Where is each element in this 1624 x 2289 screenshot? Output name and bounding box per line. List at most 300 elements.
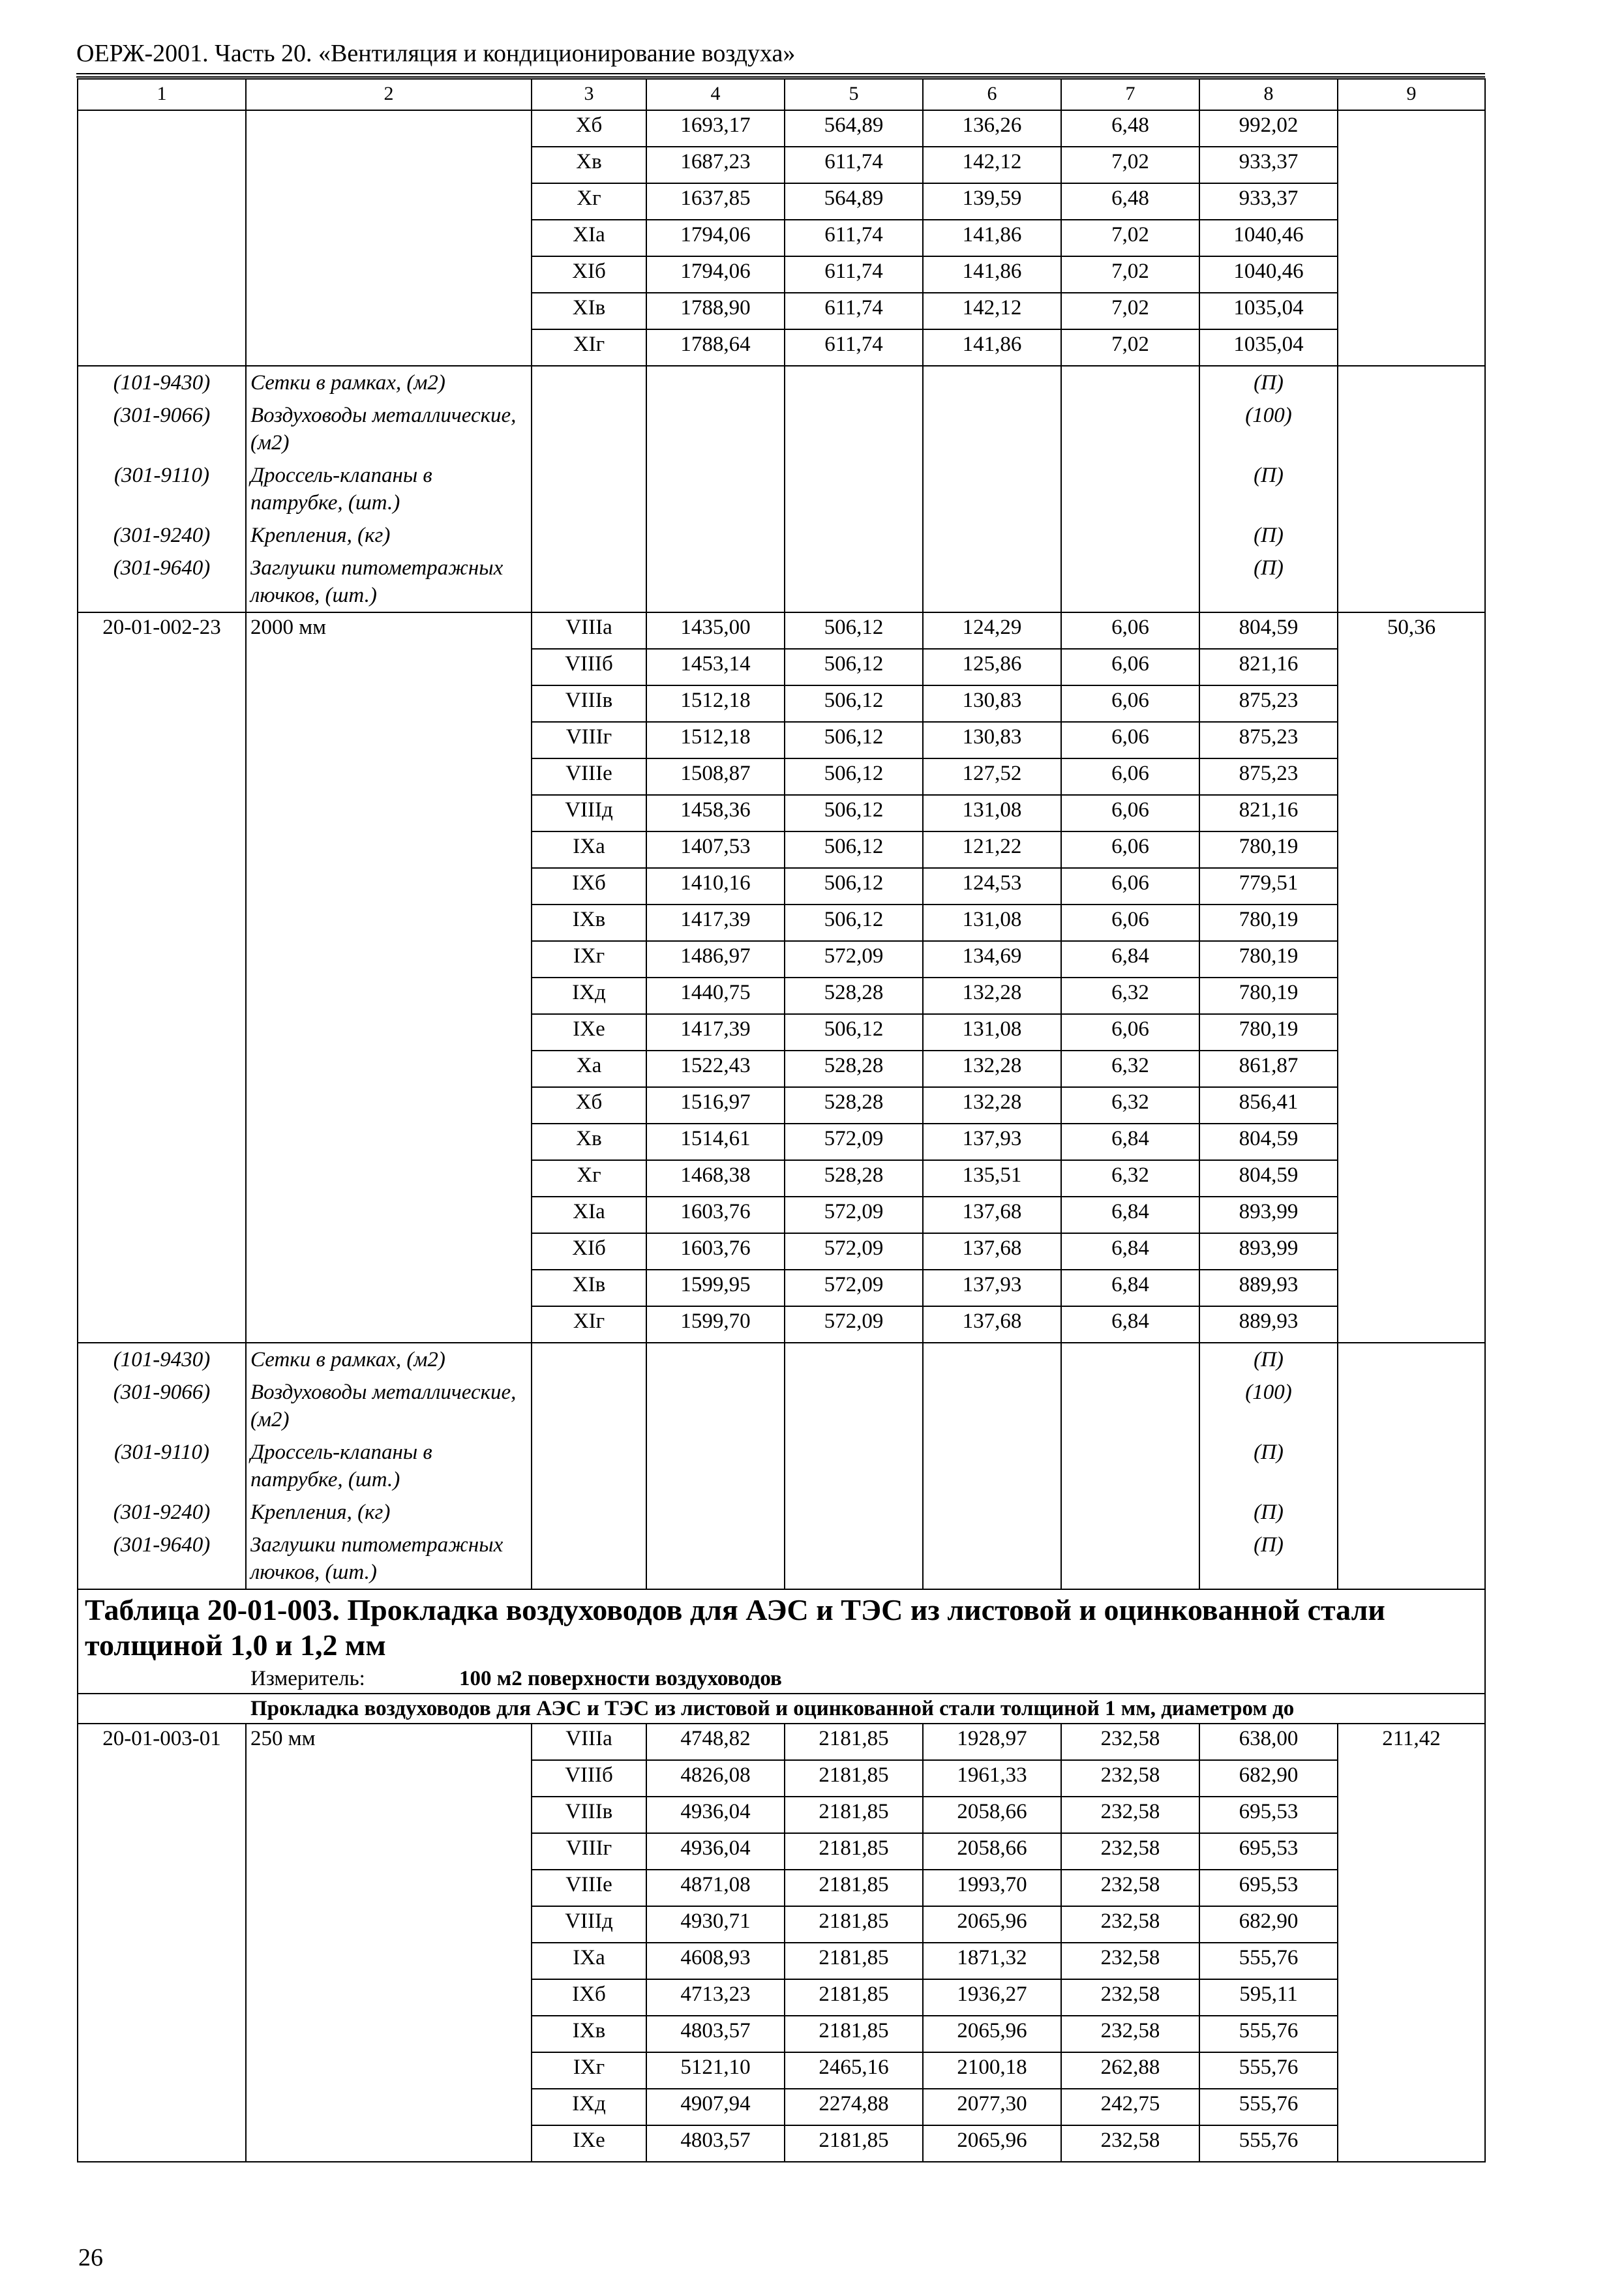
resource-row: [78, 552, 1485, 612]
value-cell: 572,09: [785, 1124, 923, 1160]
value-cell: 6,84: [1061, 1197, 1199, 1233]
empty-cell: [785, 1376, 923, 1436]
col9-value: [1338, 110, 1485, 366]
value-cell: 555,76: [1199, 2089, 1338, 2125]
running-header: ОЕРЖ-2001. Часть 20. «Вентиляция и кондиционирование воздуха»: [76, 40, 796, 67]
value-cell: 6,84: [1061, 1233, 1199, 1270]
value-cell: 572,09: [785, 1233, 923, 1270]
empty-cell: [923, 366, 1061, 399]
value-cell: 528,28: [785, 1160, 923, 1197]
empty-cell: [1061, 1343, 1199, 1376]
zone-cell: IХа: [532, 1943, 646, 1979]
value-cell: 611,74: [785, 256, 923, 293]
value-cell: 555,76: [1199, 1943, 1338, 1979]
zone-cell: ХIа: [532, 220, 646, 256]
empty-cell: [646, 1376, 785, 1436]
empty-cell: [923, 399, 1061, 459]
zone-cell: ХIв: [532, 1270, 646, 1306]
value-cell: 2100,18: [923, 2052, 1061, 2089]
value-cell: 2077,30: [923, 2089, 1061, 2125]
value-cell: 528,28: [785, 1051, 923, 1087]
value-cell: 506,12: [785, 831, 923, 868]
value-cell: 7,02: [1061, 220, 1199, 256]
value-cell: 875,23: [1199, 722, 1338, 758]
value-cell: 572,09: [785, 1270, 923, 1306]
zone-cell: IХб: [532, 868, 646, 905]
value-cell: 933,37: [1199, 183, 1338, 220]
empty-cell: [1061, 1496, 1199, 1529]
value-cell: 875,23: [1199, 685, 1338, 722]
empty-cell: [1338, 1436, 1485, 1496]
value-cell: 1794,06: [646, 256, 785, 293]
value-cell: 4936,04: [646, 1797, 785, 1833]
value-cell: 856,41: [1199, 1087, 1338, 1124]
resource-code: (301-9110): [78, 1436, 246, 1496]
rate-code: 20-01-003-01: [78, 1724, 246, 2162]
value-cell: 1687,23: [646, 147, 785, 183]
empty-cell: [1061, 1376, 1199, 1436]
value-cell: 2274,88: [785, 2089, 923, 2125]
value-cell: 242,75: [1061, 2089, 1199, 2125]
value-cell: 1599,70: [646, 1306, 785, 1343]
empty-cell: [1338, 1376, 1485, 1436]
empty-cell: [785, 1436, 923, 1496]
zone-cell: IХг: [532, 941, 646, 978]
value-cell: 6,48: [1061, 110, 1199, 147]
value-cell: 4907,94: [646, 2089, 785, 2125]
zone-cell: Хв: [532, 1124, 646, 1160]
zone-cell: Хб: [532, 1087, 646, 1124]
zone-cell: ХIг: [532, 329, 646, 366]
value-cell: 780,19: [1199, 1014, 1338, 1051]
value-cell: 2065,96: [923, 2125, 1061, 2162]
zone-cell: IХд: [532, 2089, 646, 2125]
empty-cell: [923, 552, 1061, 612]
value-cell: 506,12: [785, 722, 923, 758]
zone-cell: VIIIе: [532, 1870, 646, 1906]
subtitle-row: [78, 1694, 1485, 1724]
value-cell: 861,87: [1199, 1051, 1338, 1087]
value-cell: 1993,70: [923, 1870, 1061, 1906]
value-cell: 7,02: [1061, 147, 1199, 183]
empty-cell: [646, 1496, 785, 1529]
value-cell: 131,08: [923, 905, 1061, 941]
value-cell: 1693,17: [646, 110, 785, 147]
table-title-row: [78, 1589, 1485, 1664]
zone-cell: Хв: [532, 147, 646, 183]
value-cell: 564,89: [785, 110, 923, 147]
section-subtitle: Прокладка воздуховодов для АЭС и ТЭС из листовой и оцинкованной стали толщиной 1 мм, диаметром до: [78, 1694, 1485, 1724]
value-cell: 4826,08: [646, 1760, 785, 1797]
empty-cell: [1338, 1496, 1485, 1529]
resource-qty: (П): [1199, 1496, 1338, 1529]
value-cell: 232,58: [1061, 1979, 1199, 2016]
empty-cell: [1338, 1529, 1485, 1589]
rate-name: 2000 мм: [246, 612, 532, 1343]
value-cell: 4748,82: [646, 1724, 785, 1760]
empty-cell: [923, 1376, 1061, 1436]
zone-cell: VIIIе: [532, 758, 646, 795]
value-cell: 2065,96: [923, 1906, 1061, 1943]
measure-row: [78, 1664, 1485, 1694]
column-number: 5: [785, 79, 923, 110]
zone-cell: Ха: [532, 1051, 646, 1087]
value-cell: 6,06: [1061, 795, 1199, 831]
resource-name: Сетки в рамках, (м2): [246, 366, 532, 399]
value-cell: 804,59: [1199, 1124, 1338, 1160]
resource-name: Крепления, (кг): [246, 1496, 532, 1529]
empty-cell: [532, 519, 646, 552]
value-cell: 1407,53: [646, 831, 785, 868]
zone-cell: VIIIб: [532, 649, 646, 685]
value-cell: 262,88: [1061, 2052, 1199, 2089]
value-cell: 875,23: [1199, 758, 1338, 795]
value-cell: 124,29: [923, 612, 1061, 649]
resource-row: [78, 1529, 1485, 1589]
table-row: [78, 1724, 1485, 1760]
resource-code: (301-9066): [78, 399, 246, 459]
column-number: 7: [1061, 79, 1199, 110]
value-cell: 232,58: [1061, 1760, 1199, 1797]
empty-cell: [646, 399, 785, 459]
value-cell: 2058,66: [923, 1797, 1061, 1833]
value-cell: 2181,85: [785, 1724, 923, 1760]
value-cell: 232,58: [1061, 1943, 1199, 1979]
value-cell: 135,51: [923, 1160, 1061, 1197]
value-cell: 611,74: [785, 220, 923, 256]
resource-code: (301-9640): [78, 552, 246, 612]
zone-cell: VIIIа: [532, 612, 646, 649]
resource-code: (301-9066): [78, 1376, 246, 1436]
value-cell: 131,08: [923, 795, 1061, 831]
value-cell: 893,99: [1199, 1197, 1338, 1233]
value-cell: 125,86: [923, 649, 1061, 685]
value-cell: 6,32: [1061, 978, 1199, 1014]
value-cell: 804,59: [1199, 1160, 1338, 1197]
empty-cell: [646, 366, 785, 399]
zone-cell: ХIв: [532, 293, 646, 329]
page-number: 26: [78, 2244, 103, 2271]
value-cell: 1512,18: [646, 722, 785, 758]
resource-name: Крепления, (кг): [246, 519, 532, 552]
empty-cell: [532, 1343, 646, 1376]
value-cell: 611,74: [785, 147, 923, 183]
empty-cell: [785, 459, 923, 519]
value-cell: 6,32: [1061, 1160, 1199, 1197]
resource-qty: (П): [1199, 366, 1338, 399]
column-number: 2: [246, 79, 532, 110]
empty-cell: [646, 519, 785, 552]
measure-label: Измеритель:: [250, 1667, 365, 1690]
value-cell: 2181,85: [785, 1979, 923, 2016]
zone-cell: IХв: [532, 905, 646, 941]
value-cell: 2058,66: [923, 1833, 1061, 1870]
empty-cell: [1061, 366, 1199, 399]
empty-cell: [785, 366, 923, 399]
empty-cell: [785, 519, 923, 552]
value-cell: 572,09: [785, 1306, 923, 1343]
resource-qty: (П): [1199, 552, 1338, 612]
zone-cell: IХд: [532, 978, 646, 1014]
value-cell: 893,99: [1199, 1233, 1338, 1270]
value-cell: 232,58: [1061, 1724, 1199, 1760]
value-cell: 1040,46: [1199, 256, 1338, 293]
value-cell: 232,58: [1061, 1906, 1199, 1943]
zone-cell: IХа: [532, 831, 646, 868]
resource-row: [78, 1496, 1485, 1529]
value-cell: 6,06: [1061, 758, 1199, 795]
resource-name: Заглушки питометражных лючков, (шт.): [246, 1529, 532, 1589]
resource-code: (101-9430): [78, 1343, 246, 1376]
value-cell: 1417,39: [646, 905, 785, 941]
empty-cell: [785, 552, 923, 612]
value-cell: 1788,90: [646, 293, 785, 329]
value-cell: 6,06: [1061, 612, 1199, 649]
zone-cell: VIIIд: [532, 1906, 646, 1943]
empty-cell: [1338, 519, 1485, 552]
value-cell: 506,12: [785, 905, 923, 941]
value-cell: 889,93: [1199, 1306, 1338, 1343]
value-cell: 992,02: [1199, 110, 1338, 147]
value-cell: 695,53: [1199, 1870, 1338, 1906]
empty-cell: [532, 1496, 646, 1529]
value-cell: 780,19: [1199, 978, 1338, 1014]
value-cell: 1417,39: [646, 1014, 785, 1051]
table-row: [78, 110, 1485, 147]
zone-cell: ХIб: [532, 256, 646, 293]
resource-name: Заглушки питометражных лючков, (шт.): [246, 552, 532, 612]
column-number: 6: [923, 79, 1061, 110]
empty-cell: [532, 399, 646, 459]
resource-qty: (П): [1199, 1529, 1338, 1589]
rates-table: [77, 78, 1486, 2162]
value-cell: 1458,36: [646, 795, 785, 831]
value-cell: 232,58: [1061, 2016, 1199, 2052]
column-number: 1: [78, 79, 246, 110]
value-cell: 6,06: [1061, 1014, 1199, 1051]
rate-name: [246, 110, 532, 366]
value-cell: 132,28: [923, 978, 1061, 1014]
value-cell: 4871,08: [646, 1870, 785, 1906]
value-cell: 6,84: [1061, 1270, 1199, 1306]
empty-cell: [1338, 1343, 1485, 1376]
value-cell: 4608,93: [646, 1943, 785, 1979]
zone-cell: VIIIа: [532, 1724, 646, 1760]
value-cell: 132,28: [923, 1087, 1061, 1124]
value-cell: 7,02: [1061, 256, 1199, 293]
value-cell: 137,68: [923, 1306, 1061, 1343]
value-cell: 555,76: [1199, 2125, 1338, 2162]
empty-cell: [532, 1376, 646, 1436]
value-cell: 821,16: [1199, 795, 1338, 831]
value-cell: 638,00: [1199, 1724, 1338, 1760]
value-cell: 889,93: [1199, 1270, 1338, 1306]
header-rule: [76, 73, 1485, 74]
value-cell: 780,19: [1199, 905, 1338, 941]
zone-cell: Хг: [532, 1160, 646, 1197]
empty-cell: [1061, 1529, 1199, 1589]
rate-code: [78, 110, 246, 366]
empty-cell: [923, 1496, 1061, 1529]
resource-row: [78, 1436, 1485, 1496]
value-cell: 2181,85: [785, 1760, 923, 1797]
value-cell: 6,32: [1061, 1087, 1199, 1124]
resource-row: [78, 366, 1485, 399]
value-cell: 2181,85: [785, 2125, 923, 2162]
value-cell: 611,74: [785, 329, 923, 366]
column-number: 4: [646, 79, 785, 110]
resource-row: [78, 399, 1485, 459]
value-cell: 4930,71: [646, 1906, 785, 1943]
value-cell: 1936,27: [923, 1979, 1061, 2016]
value-cell: 611,74: [785, 293, 923, 329]
empty-cell: [532, 552, 646, 612]
value-cell: 780,19: [1199, 831, 1338, 868]
value-cell: 506,12: [785, 795, 923, 831]
value-cell: 121,22: [923, 831, 1061, 868]
empty-cell: [785, 1496, 923, 1529]
value-cell: 137,68: [923, 1197, 1061, 1233]
value-cell: 804,59: [1199, 612, 1338, 649]
value-cell: 1035,04: [1199, 293, 1338, 329]
value-cell: 1512,18: [646, 685, 785, 722]
value-cell: 6,06: [1061, 649, 1199, 685]
value-cell: 232,58: [1061, 1833, 1199, 1870]
value-cell: 6,84: [1061, 941, 1199, 978]
value-cell: 2181,85: [785, 1906, 923, 1943]
value-cell: 1788,64: [646, 329, 785, 366]
zone-cell: VIIIв: [532, 1797, 646, 1833]
value-cell: 137,93: [923, 1270, 1061, 1306]
value-cell: 124,53: [923, 868, 1061, 905]
zone-cell: IХе: [532, 1014, 646, 1051]
value-cell: 6,06: [1061, 831, 1199, 868]
value-cell: 6,32: [1061, 1051, 1199, 1087]
value-cell: 4936,04: [646, 1833, 785, 1870]
value-cell: 506,12: [785, 868, 923, 905]
empty-cell: [646, 1343, 785, 1376]
value-cell: 1486,97: [646, 941, 785, 978]
resource-qty: (100): [1199, 399, 1338, 459]
value-cell: 5121,10: [646, 2052, 785, 2089]
value-cell: 1794,06: [646, 220, 785, 256]
empty-cell: [923, 459, 1061, 519]
value-cell: 141,86: [923, 256, 1061, 293]
empty-cell: [646, 1529, 785, 1589]
zone-cell: ХIб: [532, 1233, 646, 1270]
value-cell: 572,09: [785, 941, 923, 978]
value-cell: 7,02: [1061, 329, 1199, 366]
value-cell: 130,83: [923, 685, 1061, 722]
value-cell: 595,11: [1199, 1979, 1338, 2016]
empty-cell: [1061, 519, 1199, 552]
resource-name: Сетки в рамках, (м2): [246, 1343, 532, 1376]
empty-cell: [532, 1529, 646, 1589]
resource-qty: (П): [1199, 1343, 1338, 1376]
empty-cell: [646, 459, 785, 519]
value-cell: 1516,97: [646, 1087, 785, 1124]
resource-code: (301-9240): [78, 1496, 246, 1529]
value-cell: 7,02: [1061, 293, 1199, 329]
value-cell: 564,89: [785, 183, 923, 220]
empty-cell: [923, 519, 1061, 552]
value-cell: 506,12: [785, 612, 923, 649]
table-title: Таблица 20-01-003. Прокладка воздуховодов для АЭС и ТЭС из листовой и оцинкованной стали толщиной 1,0 и 1,2 мм: [78, 1589, 1485, 1664]
value-cell: 555,76: [1199, 2052, 1338, 2089]
measure-cell: [78, 1664, 1485, 1694]
rate-name: 250 мм: [246, 1724, 532, 2162]
value-cell: 232,58: [1061, 2125, 1199, 2162]
value-cell: 142,12: [923, 293, 1061, 329]
resource-row: [78, 519, 1485, 552]
value-cell: 2181,85: [785, 1833, 923, 1870]
resource-row: [78, 1376, 1485, 1436]
zone-cell: VIIIд: [532, 795, 646, 831]
empty-cell: [1338, 399, 1485, 459]
value-cell: 130,83: [923, 722, 1061, 758]
value-cell: 6,06: [1061, 905, 1199, 941]
value-cell: 1637,85: [646, 183, 785, 220]
value-cell: 682,90: [1199, 1760, 1338, 1797]
empty-cell: [1061, 459, 1199, 519]
zone-cell: IХг: [532, 2052, 646, 2089]
column-number-row: [78, 79, 1485, 110]
value-cell: 141,86: [923, 220, 1061, 256]
resource-code: (301-9110): [78, 459, 246, 519]
empty-cell: [923, 1343, 1061, 1376]
resource-row: [78, 459, 1485, 519]
value-cell: 6,06: [1061, 868, 1199, 905]
value-cell: 141,86: [923, 329, 1061, 366]
value-cell: 137,68: [923, 1233, 1061, 1270]
zone-cell: ХIг: [532, 1306, 646, 1343]
empty-cell: [1338, 366, 1485, 399]
empty-cell: [532, 1436, 646, 1496]
column-number: 3: [532, 79, 646, 110]
value-cell: 6,06: [1061, 685, 1199, 722]
value-cell: 555,76: [1199, 2016, 1338, 2052]
resource-code: (301-9640): [78, 1529, 246, 1589]
empty-cell: [646, 1436, 785, 1496]
col9-value: 50,36: [1338, 612, 1485, 1343]
resource-code: (301-9240): [78, 519, 246, 552]
zone-cell: VIIIг: [532, 1833, 646, 1870]
zone-cell: IХе: [532, 2125, 646, 2162]
column-number: 8: [1199, 79, 1338, 110]
measure-value: 100 м2 поверхности воздуховодов: [459, 1667, 782, 1690]
value-cell: 2181,85: [785, 1870, 923, 1906]
resource-qty: (П): [1199, 459, 1338, 519]
resource-code: (101-9430): [78, 366, 246, 399]
value-cell: 6,84: [1061, 1124, 1199, 1160]
resource-qty: (П): [1199, 1436, 1338, 1496]
value-cell: 134,69: [923, 941, 1061, 978]
value-cell: 4713,23: [646, 1979, 785, 2016]
value-cell: 1453,14: [646, 649, 785, 685]
value-cell: 142,12: [923, 147, 1061, 183]
value-cell: 2181,85: [785, 2016, 923, 2052]
rate-code: 20-01-002-23: [78, 612, 246, 1343]
value-cell: 1599,95: [646, 1270, 785, 1306]
column-number: 9: [1338, 79, 1485, 110]
resource-name: Воздуховоды металлические, (м2): [246, 399, 532, 459]
resource-name: Воздуховоды металлические, (м2): [246, 1376, 532, 1436]
value-cell: 682,90: [1199, 1906, 1338, 1943]
value-cell: 6,48: [1061, 183, 1199, 220]
value-cell: 1514,61: [646, 1124, 785, 1160]
value-cell: 2181,85: [785, 1797, 923, 1833]
col9-value: 211,42: [1338, 1724, 1485, 2162]
